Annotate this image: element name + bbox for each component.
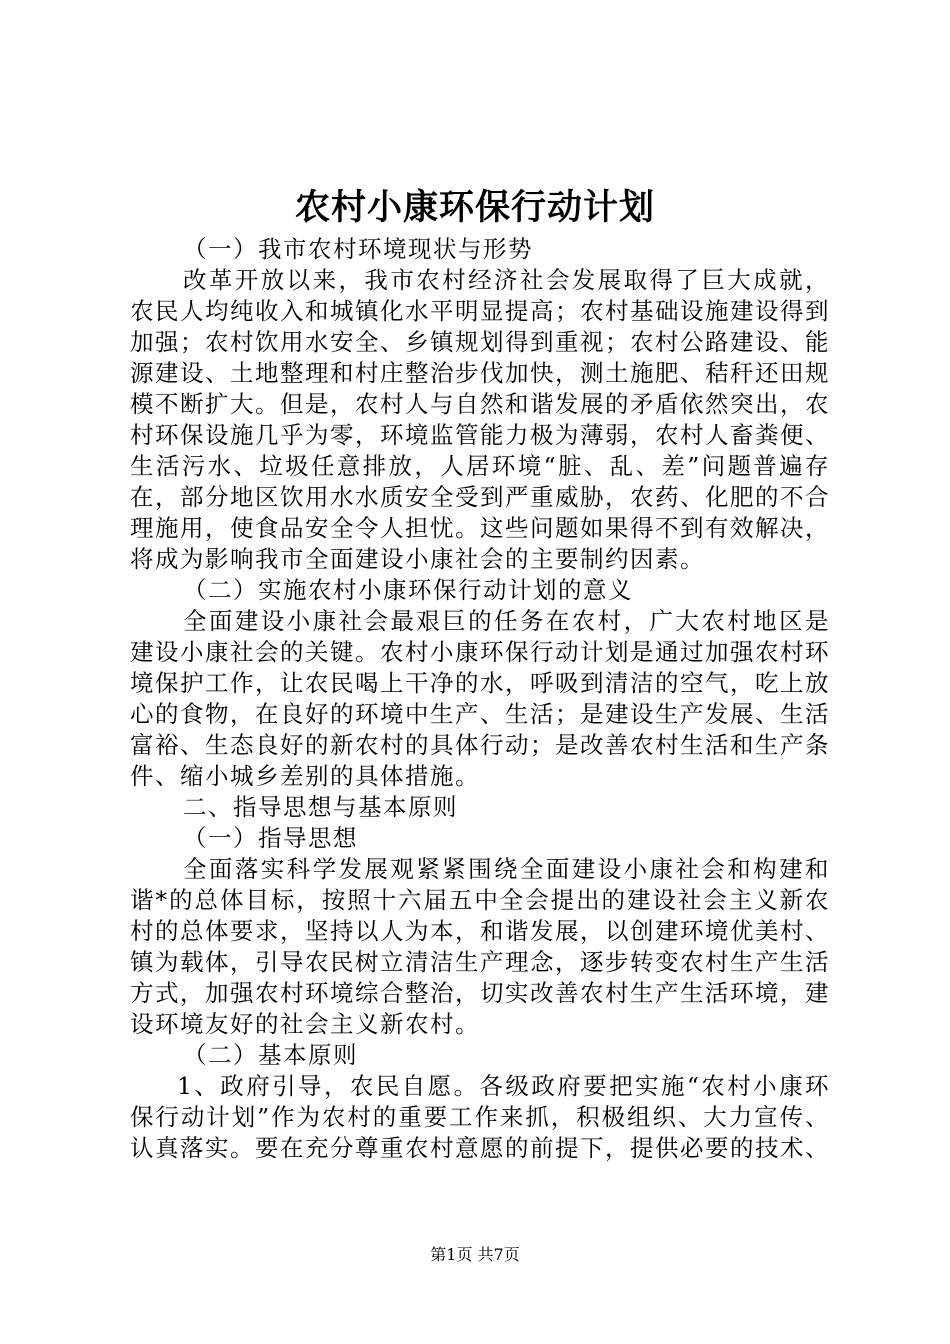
paragraph: 全面落实科学发展观紧紧围绕全面建设小康社会和构建和谐*的总体目标，按照十六届五中全会提出的建设社会主义新农村的总体要求，坚持以人为本，和谐发展，以创建环境优美村、镇为载体，引导农民树立清洁生产理念，逐步转变农村生产生活方式，加强农村环境综合整治，切实改善农村生产生活环境，建设环境友好的社会主义新农村。 — [130, 855, 830, 1038]
document-body — [130, 234, 830, 1164]
section-heading: （二）实施农村小康环保行动计划的意义 — [183, 576, 633, 604]
paragraph: 1、政府引导，农民自愿。各级政府要把实施“农村小康环保行动计划”作为农村的重要工作来抓，积极组织、大力宣传、认真落实。要在充分尊重农村意愿的前提下，提供必要的技术、 — [130, 1072, 830, 1162]
section-heading: 二、指导思想与基本原则 — [183, 793, 458, 821]
paragraph: 全面建设小康社会最艰巨的任务在农村，广大农村地区是建设小康社会的关键。农村小康环保行动计划是通过加强农村环境保护工作，让农民喝上干净的水，呼吸到清洁的空气，吃上放心的食物，在良好的环境中生产、生活；是建设生产发展、生活富裕、生态良好的新农村的具体行动；是改善农村生活和生产条件、缩小城乡差别的具体措施。 — [130, 607, 830, 790]
section-heading: （一）指导思想 — [183, 824, 358, 852]
section-heading: （二）基本原则 — [183, 1041, 358, 1069]
document-title: 农村小康环保行动计划 — [294, 187, 655, 228]
section-heading: （一）我市农村环境现状与形势 — [183, 235, 533, 263]
paragraph: 改革开放以来，我市农村经济社会发展取得了巨大成就，农民人均纯收入和城镇化水平明显提高；农村基础设施建设得到加强；农村饮用水安全、乡镇规划得到重视；农村公路建设、能源建设、土地整理和村庄整治步伐加快，测土施肥、秸秆还田规模不断扩大。但是，农村人与自然和谐发展的矛盾依然突出，农村环保设施几乎为零，环境监管能力极为薄弱，农村人畜粪便、生活污水、垃圾任意排放，人居环境“脏、乱、差”问题普遍存在，部分地区饮用水水质安全受到严重威胁，农药、化肥的不合理施用，使食品安全令人担忧。这些问题如果得不到有效解决，将成为影响我市全面建设小康社会的主要制约因素。 — [130, 266, 830, 573]
page-number-footer: 第1页 共7页 — [430, 1245, 520, 1264]
